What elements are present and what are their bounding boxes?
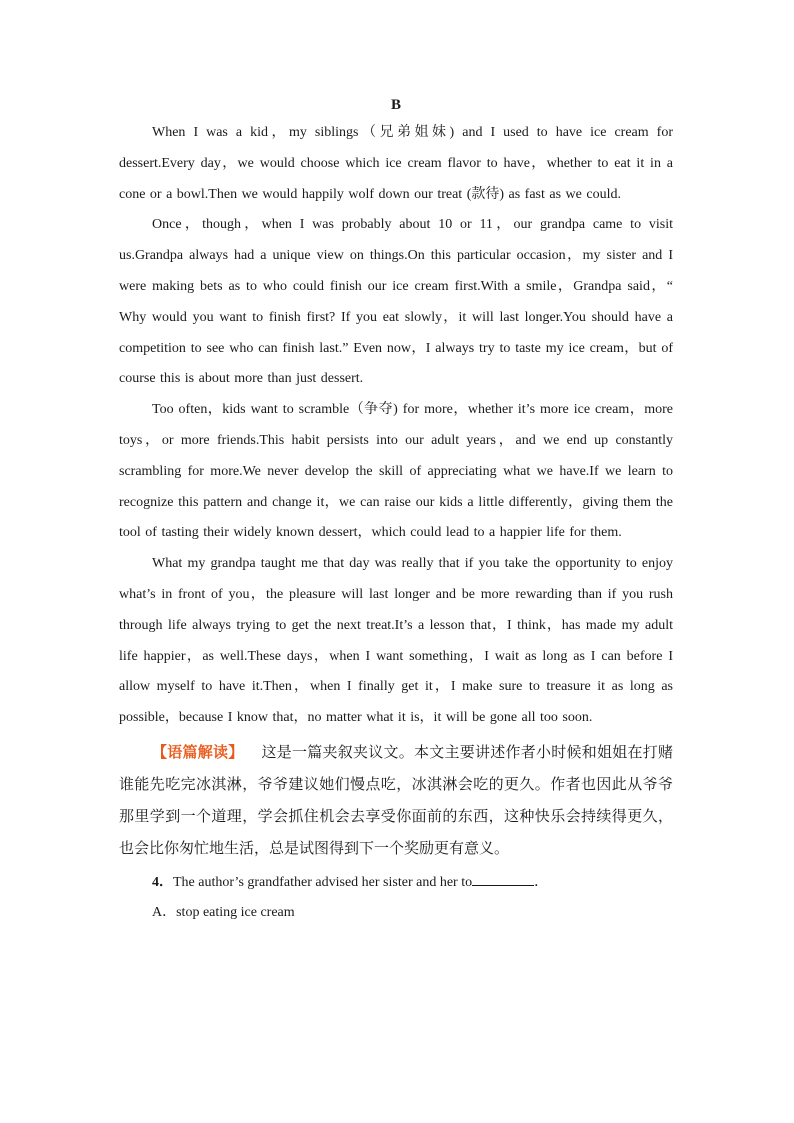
passage-paragraph-3: Too often，kids want to scramble（争夺) for more，whether it’s more ice cream，more toys，or more friends.This habit persists into our adult years，and we end up constantly scrambling for more.We never develop the skill of appreciating what we have.If we learn to recognize this pattern and change it，we can raise our kids a little differently，giving them the tool of tasting their widely known dessert，which could lead to a happier life for them. [119, 402, 673, 541]
answer-blank[interactable] [472, 872, 534, 886]
question-stem: The author’s grandfather advised her sister and her to [173, 874, 473, 890]
analysis-text: 这是一篇夹叙夹议文。本文主要讲述作者小时候和姐姐在打赌谁能先吃完冰淇淋，爷爷建议她们慢点吃，冰淇淋会吃的更久。作者也因此从爷爷那里学到一个道理，学会抓住机会去享受你面前的东西，这种快乐会持续得更久，也会比你匆忙地生活，总是试图得到下一个奖励更有意义。 [119, 742, 673, 857]
option-a[interactable]: A．stop eating ice cream [152, 904, 295, 920]
analysis-tag: 【语篇解读】 [152, 742, 244, 761]
document-page [119, 94, 673, 928]
question-4 [119, 868, 673, 898]
question-number: 4． [152, 874, 173, 890]
passage-paragraph-2: Once，though，when I was probably about 10 or 11，our grandpa came to visit us.Grandpa always had a unique view on things.On this particular occasion，my sister and I were making bets as to who could finish our ice cream first.With a smile，Grandpa said，“ Why would you want to finish first? If you eat slowly，it will last longer.You should have a competition to see who can finish last.” Even now，I always try to taste my ice cream，but of course this is about more than just dessert. [119, 217, 673, 387]
question-end: ． [534, 874, 549, 890]
section-letter: B [390, 97, 401, 113]
passage-paragraph-4: What my grandpa taught me that day was really that if you take the opportunity to enjoy what’s in front of you，the pleasure will last longer and be more rewarding than if you rush through life always trying to get the next treat.It’s a lesson that，I think，has made my adult life happier，as well.These days，when I want something，I wait as long as I can before I allow myself to have it.Then，when I finally get it，I make sure to treasure it as long as possible，because I know that，no matter what it is，it will be gone all too soon. [119, 556, 673, 726]
passage-paragraph-1: When I was a kid，my siblings（兄弟姐妹) and I used to have ice cream for dessert.Every day，we would choose which ice cream flavor to have，whether to eat it in a cone or a bowl.Then we would happily wolf down our treat (款待) as fast as we could. [119, 125, 673, 202]
passage-analysis [119, 736, 673, 864]
